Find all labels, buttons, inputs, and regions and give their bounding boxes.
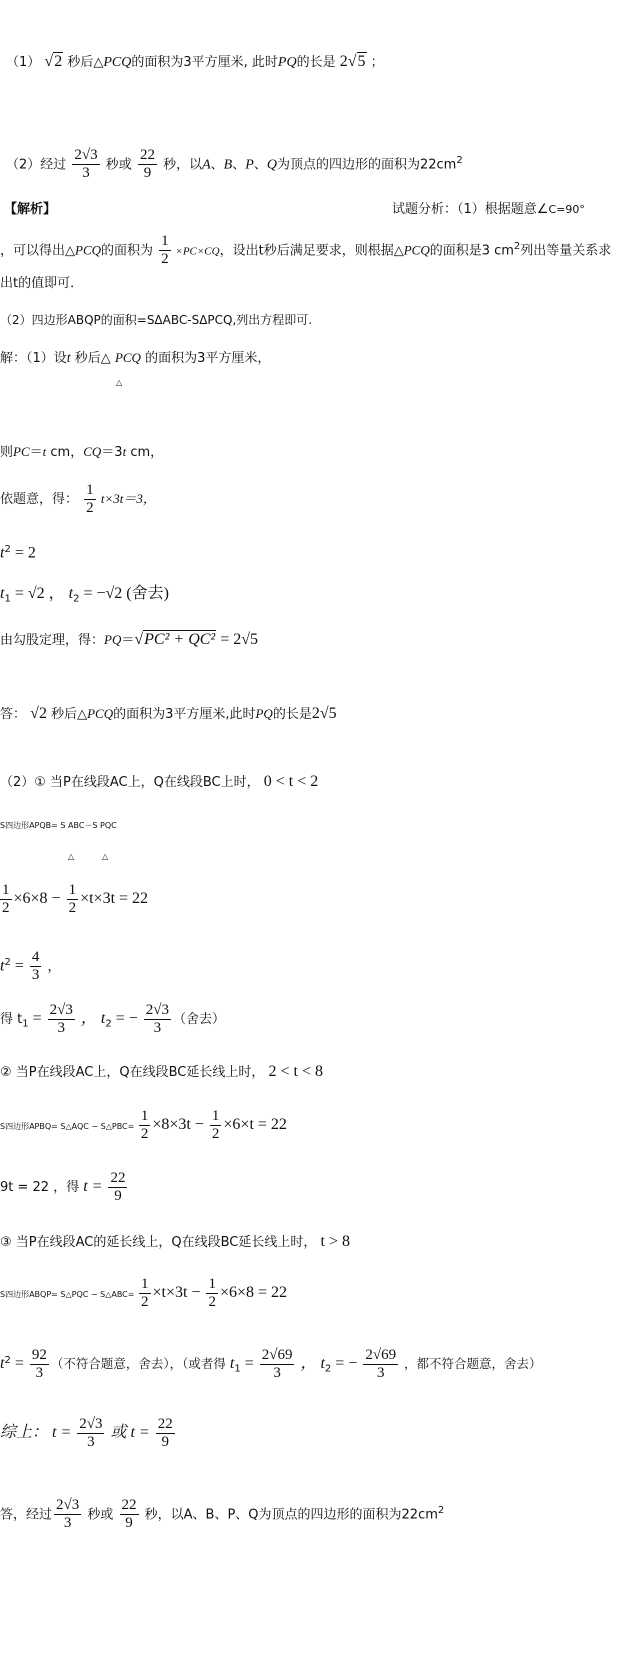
- numerator: 2√69: [365, 1347, 397, 1364]
- text: 的面积为3平方厘米，: [140, 351, 271, 366]
- var-t: t: [0, 544, 5, 562]
- expression: ×t×3t = 22: [80, 890, 149, 907]
- numerator: 1: [2, 882, 10, 898]
- analysis-line-3: [0, 228, 611, 270]
- var-pq: PQ: [277, 55, 297, 70]
- text: （2）① 当P在线段AC上，Q在线段BC上时，: [0, 775, 260, 790]
- fraction: [363, 1347, 398, 1382]
- numerator: 1: [141, 1276, 149, 1292]
- condition: 0 < t < 2: [263, 773, 319, 790]
- analysis-line-4: 出t的值即可．: [0, 276, 84, 291]
- note: （不符合题意，舍去），（或者得: [50, 1356, 226, 1372]
- triangle-symbol: △: [102, 852, 109, 861]
- fraction: [54, 1497, 81, 1532]
- subscript: 1: [22, 1018, 29, 1030]
- fraction: [77, 1416, 104, 1451]
- text: 秒，以: [163, 157, 203, 173]
- text: 得 t: [0, 1012, 23, 1027]
- denominator: 2: [86, 500, 94, 516]
- denominator: 2: [140, 1126, 149, 1142]
- fraction: [108, 1170, 127, 1205]
- expression: = 2√5: [216, 631, 259, 648]
- denominator: 9: [143, 165, 152, 182]
- text: 9t = 22 ，得: [0, 1180, 80, 1195]
- text: ＝: [121, 633, 135, 648]
- var-t: t: [0, 957, 5, 975]
- text: cm，: [126, 445, 164, 460]
- denominator: 2: [68, 900, 77, 916]
- fraction: [138, 147, 157, 182]
- expression: ， t: [76, 1010, 106, 1027]
- answer-line-2: （2）经过 $\frac{2√3}{3}$ 秒或 $\frac{22}{9}$ 秒，以A、B、P、Q为顶点的四边形的面积为$22cm^2$: [6, 147, 463, 182]
- case3-equation: [0, 1274, 287, 1314]
- denominator: 3: [63, 1515, 72, 1532]
- superscript: 2: [4, 957, 11, 968]
- numerator: 1: [208, 1276, 216, 1292]
- coefficient: 2: [339, 53, 348, 70]
- var: A: [202, 157, 211, 173]
- var-pcq: PCQ: [75, 242, 101, 258]
- case3-heading: [0, 1232, 350, 1253]
- numerator: 2√3: [145, 1002, 169, 1018]
- numerator: 4: [31, 949, 40, 966]
- superscript: 2: [4, 1355, 11, 1366]
- text: ，设出t秒后满足要求，则根据△: [219, 243, 404, 259]
- fraction: [210, 1108, 222, 1143]
- numerator: 22: [110, 1170, 126, 1186]
- fraction: [67, 882, 79, 917]
- subscript: 2: [73, 593, 80, 605]
- expression: =: [28, 1010, 46, 1027]
- text: （2）经过: [6, 157, 67, 173]
- var: P: [245, 157, 254, 173]
- case1-solutions: [0, 1000, 225, 1044]
- var-t: t: [0, 585, 5, 602]
- var-pcq: PCQ: [403, 242, 430, 258]
- text: ，可以得出△: [0, 243, 75, 259]
- numerator: 22: [157, 1416, 173, 1432]
- var: PC: [13, 444, 30, 459]
- case1-equation: [0, 880, 148, 919]
- var-t: t: [66, 351, 71, 366]
- expression: ×6×8 = 22: [219, 1284, 288, 1301]
- text: 答：: [0, 707, 27, 722]
- text: 的面积为: [101, 243, 154, 259]
- denominator: 9: [114, 1188, 122, 1204]
- fraction: [30, 949, 42, 984]
- fraction: [0, 882, 12, 917]
- expression: ×6×t = 22: [223, 1116, 287, 1133]
- subscript: 2: [105, 1018, 112, 1030]
- text: 秒后△: [67, 55, 104, 70]
- text: 秒，以A、B、P、Q为顶点的四边形的面积为22cm: [140, 1507, 438, 1523]
- expression: = −√2: [79, 585, 123, 602]
- fraction: [206, 1276, 218, 1311]
- text: ＝3: [101, 445, 123, 460]
- solution-line-11: [0, 630, 258, 651]
- case2-equation: [0, 1106, 287, 1146]
- expression: t =: [79, 1178, 107, 1195]
- case2-heading: [0, 1062, 323, 1083]
- conclusion: [0, 1414, 177, 1453]
- fraction: [30, 1347, 49, 1382]
- expression: = √2 ，: [10, 585, 69, 602]
- superscript: 2: [456, 155, 463, 166]
- expression: ×8×3t −: [152, 1116, 208, 1133]
- text: 的长是: [296, 55, 336, 70]
- text: 依题意，得：: [0, 492, 79, 507]
- expression: =: [10, 1355, 28, 1373]
- var: CQ: [83, 444, 102, 459]
- numerator: 2√69: [261, 1347, 293, 1364]
- superscript: 2: [437, 1505, 445, 1516]
- case3-solutions: [0, 1342, 542, 1389]
- expression: = −: [111, 1010, 142, 1027]
- note: （舍去）: [172, 1012, 225, 1027]
- fraction: [72, 147, 99, 182]
- solution-line-8: [0, 480, 156, 519]
- denominator: 2: [208, 1294, 216, 1310]
- text: cm，: [46, 445, 84, 460]
- expression: 综上： t =: [0, 1424, 76, 1441]
- text: 的面积为3平方厘米, 此时: [131, 55, 278, 70]
- text: ＝: [29, 445, 43, 460]
- solution-line-7: [0, 442, 163, 463]
- sqrt-expr: √PC² + QC²: [134, 631, 216, 648]
- text: ③ 当P在线段AC的延长线上，Q在线段BC延长线上时，: [0, 1235, 317, 1250]
- denominator: 2: [2, 900, 10, 916]
- analysis-start: [392, 200, 585, 220]
- solution-line-6: [0, 348, 270, 369]
- text: C=90°: [548, 203, 585, 216]
- case1-t-squared: [0, 944, 61, 986]
- text: 答，经过: [0, 1507, 53, 1523]
- fraction: [159, 233, 171, 268]
- numerator: 1: [161, 233, 169, 250]
- analysis-line-5: （2）四边形ABQP的面积=SΔABC-SΔPCQ,列出方程即可.: [0, 313, 313, 327]
- radicand: PC² + QC²: [144, 631, 216, 648]
- jiexi-label: 【解析】: [4, 202, 57, 217]
- solution-line-9: [0, 540, 36, 564]
- expression: 2√5: [311, 705, 337, 722]
- denominator: 9: [161, 1434, 169, 1450]
- text: 为顶点的四边形的面积为22cm: [276, 157, 457, 173]
- var: t: [122, 444, 127, 459]
- denominator: 3: [57, 1020, 65, 1036]
- text: 由勾股定理，得：: [0, 633, 105, 648]
- denominator: 3: [35, 1365, 44, 1382]
- var-t: t: [0, 1355, 5, 1373]
- superscript: 2: [513, 241, 521, 252]
- expression: ， t: [296, 1355, 325, 1373]
- note: (舍去): [122, 585, 169, 602]
- var-pcq: PCQ: [87, 706, 114, 721]
- solution-line-10: [0, 584, 169, 610]
- condition: t > 8: [320, 1233, 350, 1250]
- fraction: [144, 1002, 171, 1037]
- var-t: t: [225, 1355, 235, 1373]
- sqrt-expr: √5: [347, 53, 366, 70]
- denominator: 3: [273, 1365, 281, 1382]
- numerator: 1: [211, 1108, 220, 1124]
- var-pq: PQ: [255, 706, 273, 721]
- denominator: 3: [153, 1020, 162, 1036]
- denominator: 3: [31, 967, 40, 984]
- numerator: 2√3: [49, 1002, 73, 1018]
- expression: ×t×3t −: [152, 1284, 205, 1301]
- text: 则: [0, 445, 14, 460]
- condition: 2 < t < 8: [268, 1063, 324, 1080]
- subscript: 2: [324, 1363, 332, 1375]
- numerator: 1: [86, 482, 94, 498]
- text: ，都不符合题意，舍去）: [400, 1356, 542, 1372]
- expression: = 2: [10, 544, 36, 562]
- triangle-symbol: △: [68, 852, 75, 861]
- text: ×PC×CQ: [172, 245, 220, 258]
- text: ② 当P在线段AC上，Q在线段BC延长线上时，: [0, 1065, 265, 1080]
- numerator: 2√3: [56, 1497, 80, 1514]
- denominator: 2: [141, 1294, 149, 1310]
- text: 的长是: [272, 707, 312, 722]
- text: 的面积为3平方厘米,此时: [113, 707, 256, 722]
- numerator: 2√3: [74, 147, 98, 164]
- expression: =: [10, 957, 28, 975]
- answer-line-1: [6, 52, 384, 73]
- area-formula: S四边形ABQP= S△PQC − S△ABC=: [0, 1290, 138, 1299]
- text: 试题分析：（1）根据题意∠: [392, 202, 549, 217]
- radicand: 5: [357, 53, 366, 70]
- numerator: 1: [140, 1108, 149, 1124]
- radicand: 2: [54, 53, 63, 70]
- expression: =: [240, 1355, 258, 1373]
- var: t: [42, 444, 47, 459]
- case1-area-formula: S四边形APQB= S ABC－S PQC: [0, 821, 117, 830]
- numerator: 22: [139, 147, 155, 164]
- denominator: 3: [87, 1434, 95, 1450]
- superscript: 2: [4, 544, 11, 555]
- triangle-symbol: △: [116, 378, 123, 387]
- fraction: [139, 1276, 151, 1311]
- final-answer: [0, 1492, 444, 1534]
- fraction: [48, 1002, 75, 1037]
- text: 秒或: [83, 1507, 118, 1523]
- text: 的面积是3 cm: [429, 243, 514, 259]
- text: （1）: [6, 55, 41, 70]
- text: 秒或: [105, 157, 136, 173]
- denominator: 3: [376, 1365, 385, 1382]
- fraction: [120, 1497, 139, 1532]
- var: Q: [266, 157, 277, 173]
- var-pcq: PCQ: [103, 55, 132, 70]
- numerator: 2√3: [79, 1416, 103, 1432]
- sqrt-expr: √2: [44, 53, 63, 70]
- expression: t×3t＝3，: [97, 491, 156, 506]
- fraction: [260, 1347, 295, 1382]
- expression: 或 t =: [106, 1424, 154, 1441]
- subscript: 1: [4, 593, 11, 605]
- var-pcq: PCQ: [114, 350, 141, 365]
- var: B: [223, 157, 233, 173]
- text: ；: [366, 55, 384, 70]
- var-pq: PQ: [104, 632, 122, 647]
- case2-solution: [0, 1168, 129, 1207]
- numerator: 22: [121, 1497, 137, 1514]
- denominator: 3: [82, 165, 90, 182]
- fraction: [156, 1416, 175, 1451]
- text: 列出等量关系求: [520, 243, 612, 259]
- denominator: 9: [125, 1515, 133, 1532]
- subscript: 1: [234, 1363, 241, 1375]
- expression: √2: [30, 705, 47, 722]
- numerator: 92: [31, 1347, 47, 1364]
- denominator: 2: [211, 1126, 220, 1142]
- text: 秒后△: [70, 351, 115, 366]
- case1-heading: [0, 772, 318, 793]
- text: ，: [43, 959, 61, 975]
- var-t: t: [68, 585, 74, 602]
- expression: = −: [331, 1355, 362, 1373]
- area-formula: S四边形APBQ= S△AQC − S△PBC=: [0, 1122, 137, 1131]
- text: 秒后△: [46, 707, 88, 722]
- expression: ×6×8 −: [13, 890, 65, 907]
- fraction: [84, 482, 96, 517]
- fraction: [139, 1108, 151, 1143]
- text: 解：（1）设: [0, 351, 67, 366]
- denominator: 2: [161, 251, 169, 268]
- answer-line-12: [0, 704, 337, 725]
- numerator: 1: [68, 882, 77, 898]
